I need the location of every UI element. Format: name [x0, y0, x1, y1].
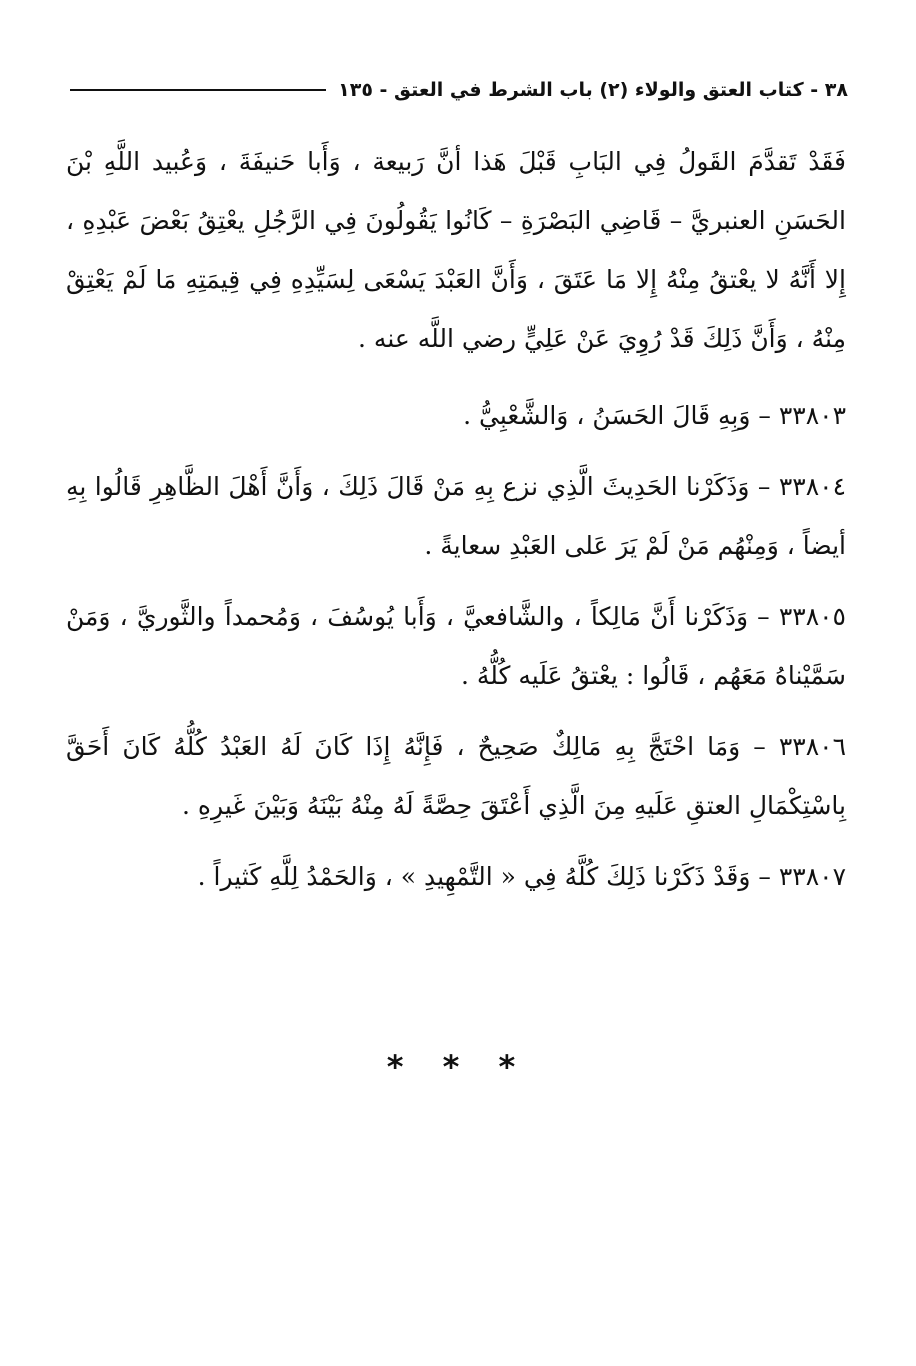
paragraph-dash: – [750, 401, 771, 430]
paragraph-dash: – [749, 472, 771, 501]
paragraph-33806 [66, 717, 846, 835]
paragraph-text: وَمَا احْتَجَّ بِهِ مَالِكٌ صَحِيحٌ ، فَإِنَّهُ إِذَا كَانَ لَهُ العَبْدُ كُلُّهُ كَانَ أَحَقَّ بِاسْتِكْمَالِ العتقِ عَلَيهِ مِنَ الَّذِي أَعْتَقَ حِصَّةً لَهُ مِنْهُ بَيْنَهُ وَبَيْنَ غَيرِهِ . [66, 732, 846, 820]
paragraph-number: ٣٣٨٠٦ [778, 732, 846, 761]
paragraph-text: وَقَدْ ذَكَرْنا ذَلِكَ كُلَّهُ فِي « التَّمْهِيدِ » ، وَالحَمْدُ لِلَّهِ كَثيراً . [197, 862, 751, 891]
paragraph-intro [66, 132, 846, 368]
page-header [70, 70, 848, 110]
paragraph-text: وَبِهِ قَالَ الحَسَنُ ، وَالشَّعْبِيُّ . [463, 401, 751, 430]
paragraph-number: ٣٣٨٠٧ [778, 862, 846, 891]
paragraph-33803 [66, 386, 846, 445]
paragraph-33804 [66, 457, 846, 575]
section-end-stars: * * * [386, 1048, 530, 1086]
page-body [66, 132, 846, 918]
running-header-title: ٣٨ - كتاب العتق والولاء (٢) باب الشرط في العتق - ١٣٥ [338, 79, 848, 101]
header-rule [70, 89, 326, 91]
paragraph-text: فَقَدْ تَقدَّمَ القَولُ فِي البَابِ قَبْلَ هَذا أنَّ رَبيعة ، وَأَبا حَنيفَةَ ، وَعُبيد اللَّهِ بْنَ الحَسَنِ العنبريَّ – قَاضِي البَصْرَةِ – كَانُوا يَقُولُونَ فِي الرَّجُلِ يعْتِقُ بَعْضَ عَبْدِهِ ، إِلا أَنَّهُ لا يعْتقُ مِنْهُ إِلا مَا عَتَقَ ، وَأَنَّ العَبْدَ يَسْعَى لِسَيِّدِهِ فِي قِيمَتِهِ مَا لَمْ يَعْتِقْ مِنْهُ ، وَأَنَّ ذَلِكَ قَدْ رُوِيَ عَنْ عَلِيٍّ رضي اللَّه عنه . [66, 147, 846, 353]
paragraph-number: ٣٣٨٠٣ [778, 401, 846, 430]
paragraph-text: وَذَكَرْنا أَنَّ مَالِكاً ، والشَّافعيَّ ، وَأَبا يُوسُفَ ، وَمُحمداً والثَّوريَّ ، وَمَنْ سَمَّيْناهُ مَعَهُم ، قَالُوا : يعْتقُ عَلَيه كُلُّهُ . [66, 602, 846, 690]
paragraph-33805 [66, 587, 846, 705]
paragraph-text: وَذَكَرْنا الحَدِيثَ الَّذِي نزع بِهِ مَنْ قَالَ ذَلِكَ ، وَأَنَّ أَهْلَ الظَّاهِرِ قَالُوا بِهِ أيضاً ، وَمِنْهُم مَنْ لَمْ يَرَ عَلى العَبْدِ سعايةً . [66, 472, 846, 560]
paragraph-dash: – [740, 732, 766, 761]
paragraph-dash: – [748, 602, 770, 631]
paragraph-number: ٣٣٨٠٥ [778, 602, 846, 631]
paragraph-33807 [66, 847, 846, 906]
paragraph-dash: – [750, 862, 771, 891]
paragraph-number: ٣٣٨٠٤ [778, 472, 846, 501]
